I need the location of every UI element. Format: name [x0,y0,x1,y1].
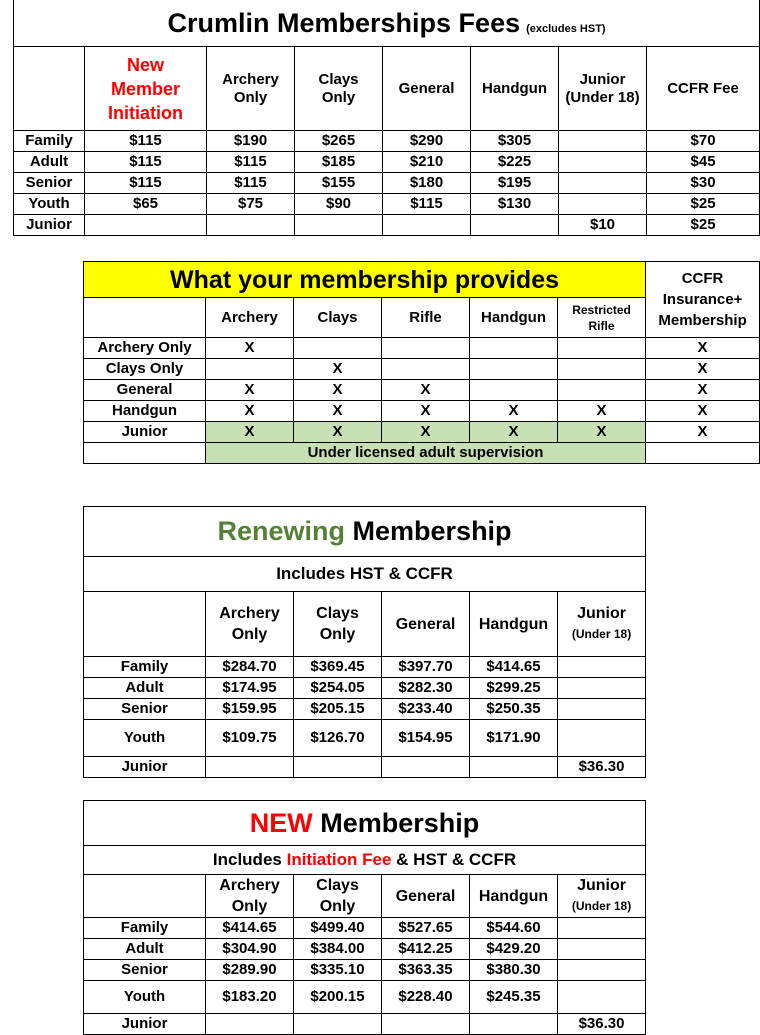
check-cell: X [206,338,294,359]
fees-header-archery-l2: Only [233,88,268,106]
provides-ccfr-l2: Insurance+ [662,291,743,308]
price-cell: $414.65 [206,918,294,939]
new-archery-l1: Archery [219,877,280,894]
fee-cell: $265 [295,131,383,152]
provides-header-rifle: Rifle [382,298,470,338]
fees-row-adult [14,152,760,173]
price-cell: $205.15 [294,699,382,720]
renewing-corner-cell [84,592,206,657]
provides-row-clays-only [84,359,760,380]
fees-header-junior [559,47,647,131]
price-cell [558,678,646,699]
fee-cell: $195 [471,173,559,194]
fee-cell [559,194,647,215]
price-cell: $363.35 [382,960,470,981]
new-clays-l2: Only [319,898,356,915]
new-clays-l1: Clays [316,877,359,894]
price-cell: $282.30 [382,678,470,699]
price-cell: $429.20 [470,939,558,960]
fees-row-junior [14,215,760,236]
check-cell [558,380,646,401]
fees-header-general: General [383,47,471,131]
provides-ccfr-l1: CCFR [681,270,724,287]
new-header-general: General [382,875,470,918]
fees-header-new-member [85,47,207,131]
check-cell: X [646,359,760,380]
membership-fees-table [13,0,760,236]
price-cell: $109.75 [206,720,294,757]
renewing-row-youth [84,720,646,757]
provides-header-ccfr [646,262,760,338]
row-label: Junior [84,757,206,778]
price-cell [558,981,646,1014]
fee-cell: $290 [383,131,471,152]
new-subtitle-part2: Initiation Fee [286,849,392,869]
renewing-archery-l2: Only [231,626,268,643]
price-cell: $304.90 [206,939,294,960]
price-cell: $233.40 [382,699,470,720]
provides-header-restricted [558,298,646,338]
renewing-header-handgun: Handgun [470,592,558,657]
new-corner-cell [84,875,206,918]
price-cell: $245.35 [470,981,558,1014]
price-cell [470,1014,558,1035]
price-cell [294,1014,382,1035]
renewing-row-senior [84,699,646,720]
row-label: Youth [84,720,206,757]
price-cell: $544.60 [470,918,558,939]
price-cell [294,757,382,778]
new-row-adult [84,939,646,960]
price-cell: $384.00 [294,939,382,960]
price-cell: $284.70 [206,657,294,678]
price-cell [206,1014,294,1035]
provides-header-archery: Archery [206,298,294,338]
check-cell: X [646,338,760,359]
price-cell: $154.95 [382,720,470,757]
fee-cell [85,215,207,236]
price-cell [558,939,646,960]
renewing-header-junior [558,592,646,657]
check-cell: X [206,401,294,422]
provides-ccfr-l3: Membership [658,312,747,329]
renewing-clays-l1: Clays [316,605,359,622]
price-cell [558,657,646,678]
new-junior-l2: (Under 18) [571,899,632,913]
provides-row-note [84,443,760,464]
price-cell [382,757,470,778]
fee-cell: $65 [85,194,207,215]
price-cell [382,1014,470,1035]
row-label: Senior [14,173,85,194]
renewing-row-junior [84,757,646,778]
fee-cell: $305 [471,131,559,152]
check-cell [382,359,470,380]
new-archery-l2: Only [231,898,268,915]
renewing-subtitle: Includes HST & CCFR [84,557,646,592]
row-label: Junior [84,1014,206,1035]
membership-provides-table [83,261,760,464]
fee-cell: $75 [207,194,295,215]
provides-row-archery-only [84,338,760,359]
price-cell: $228.40 [382,981,470,1014]
row-label: Adult [14,152,85,173]
provides-row-general [84,380,760,401]
fee-cell: $115 [85,173,207,194]
new-row-senior [84,960,646,981]
fees-header-new-l3: Initiation [108,102,183,123]
fee-cell: $115 [85,131,207,152]
check-cell: X [294,359,382,380]
price-cell: $200.15 [294,981,382,1014]
renewing-title-word1: Renewing [217,516,345,547]
check-cell: X [558,422,646,443]
price-cell: $380.30 [470,960,558,981]
fee-cell: $30 [647,173,760,194]
check-cell: X [470,422,558,443]
new-row-family [84,918,646,939]
check-cell: X [646,422,760,443]
check-cell: X [294,401,382,422]
renewing-header-general: General [382,592,470,657]
fees-title-cell [14,0,760,47]
row-label: Youth [84,981,206,1014]
price-cell [558,699,646,720]
price-cell: $174.95 [206,678,294,699]
row-label: Junior [84,422,206,443]
new-header-junior [558,875,646,918]
provides-header-handgun: Handgun [470,298,558,338]
row-label: General [84,380,206,401]
provides-row-handgun [84,401,760,422]
row-label: Family [84,657,206,678]
fee-cell: $45 [647,152,760,173]
price-cell: $159.95 [206,699,294,720]
new-membership-subtitle [84,846,646,875]
check-cell: X [382,380,470,401]
renewing-clays-l2: Only [319,626,356,643]
fee-cell [559,131,647,152]
provides-corner-cell [84,298,206,338]
price-cell: $527.65 [382,918,470,939]
check-cell [470,338,558,359]
price-cell: $36.30 [558,1014,646,1035]
row-label: Adult [84,939,206,960]
new-membership-table [83,800,646,1035]
row-label: Youth [14,194,85,215]
check-cell [294,338,382,359]
fee-cell: $190 [207,131,295,152]
renewing-membership-table [83,506,646,778]
price-cell [558,720,646,757]
price-cell: $299.25 [470,678,558,699]
fee-cell: $210 [383,152,471,173]
price-cell: $499.40 [294,918,382,939]
price-cell: $397.70 [382,657,470,678]
renewing-row-family [84,657,646,678]
fees-row-senior [14,173,760,194]
new-row-junior [84,1014,646,1035]
renewing-title-word2: Membership [352,516,512,547]
new-title-word2: Membership [320,807,480,838]
row-label: Adult [84,678,206,699]
supervision-note: Under licensed adult supervision [206,443,646,464]
check-cell: X [206,422,294,443]
check-cell: X [470,401,558,422]
row-label: Senior [84,960,206,981]
price-cell [206,757,294,778]
fees-header-handgun: Handgun [471,47,559,131]
check-cell [382,338,470,359]
fee-cell [383,215,471,236]
fee-cell [207,215,295,236]
provides-header-clays: Clays [294,298,382,338]
check-cell [206,359,294,380]
fee-cell: $10 [559,215,647,236]
fee-cell [471,215,559,236]
fee-cell: $130 [471,194,559,215]
new-subtitle-part1: Includes [212,849,282,869]
price-cell: $414.65 [470,657,558,678]
fee-cell: $25 [647,215,760,236]
fees-row-youth [14,194,760,215]
price-cell: $254.05 [294,678,382,699]
price-cell: $183.20 [206,981,294,1014]
check-cell [470,380,558,401]
price-cell [558,918,646,939]
check-cell: X [382,422,470,443]
new-header-archery [206,875,294,918]
new-title-word1: NEW [249,807,313,838]
check-cell [558,338,646,359]
row-label: Family [14,131,85,152]
fees-header-new-l2: Member [110,78,181,99]
new-junior-l1: Junior [577,877,626,894]
check-cell [558,359,646,380]
renewing-title [84,507,646,557]
check-cell: X [294,380,382,401]
fee-cell: $155 [295,173,383,194]
new-row-youth [84,981,646,1014]
fees-header-new-l1: New [126,54,164,75]
price-cell [558,960,646,981]
fees-header-clays [295,47,383,131]
price-cell: $335.10 [294,960,382,981]
fee-cell: $185 [295,152,383,173]
provides-row-junior [84,422,760,443]
row-label: Senior [84,699,206,720]
price-cell: $289.90 [206,960,294,981]
price-cell: $36.30 [558,757,646,778]
provides-restricted-l2: Rifle [588,318,615,333]
price-cell [470,757,558,778]
row-label: Clays Only [84,359,206,380]
check-cell: X [646,380,760,401]
fee-cell [559,173,647,194]
fees-header-clays-l2: Only [321,88,356,106]
fee-cell [559,152,647,173]
fee-cell [295,215,383,236]
check-cell [470,359,558,380]
price-cell: $250.35 [470,699,558,720]
check-cell: X [206,380,294,401]
check-cell: X [646,401,760,422]
fees-title: Crumlin Memberships Fees [167,7,521,38]
price-cell: $412.25 [382,939,470,960]
check-cell: X [294,422,382,443]
row-label: Junior [14,215,85,236]
provides-title: What your membership provides [84,262,646,298]
fee-cell: $180 [383,173,471,194]
price-cell: $171.90 [470,720,558,757]
fees-title-note: (excludes HST) [526,22,606,35]
fees-header-clays-l1: Clays [318,70,359,88]
fees-row-family [14,131,760,152]
renewing-archery-l1: Archery [219,605,280,622]
fee-cell: $225 [471,152,559,173]
check-cell: X [382,401,470,422]
fee-cell: $90 [295,194,383,215]
fees-header-junior-l1: Junior [579,70,626,88]
note-spacer [84,443,206,464]
fee-cell: $25 [647,194,760,215]
price-cell: $369.45 [294,657,382,678]
new-membership-title [84,801,646,846]
renewing-row-adult [84,678,646,699]
fee-cell: $115 [207,152,295,173]
note-spacer [646,443,760,464]
row-label: Family [84,918,206,939]
fees-header-archery-l1: Archery [222,70,279,88]
price-cell: $126.70 [294,720,382,757]
check-cell: X [558,401,646,422]
renewing-header-clays [294,592,382,657]
fee-cell: $115 [85,152,207,173]
fee-cell: $115 [383,194,471,215]
fees-header-junior-l2: (Under 18) [565,88,640,106]
row-label: Handgun [84,401,206,422]
provides-restricted-l1: Restricted [572,302,631,317]
renewing-junior-l1: Junior [577,605,626,622]
renewing-header-archery [206,592,294,657]
new-header-handgun: Handgun [470,875,558,918]
renewing-junior-l2: (Under 18) [571,627,632,641]
row-label: Archery Only [84,338,206,359]
fee-cell: $115 [207,173,295,194]
fees-header-ccfr: CCFR Fee [647,47,760,131]
new-subtitle-part3: & HST & CCFR [396,849,517,869]
new-header-clays [294,875,382,918]
fee-cell: $70 [647,131,760,152]
fees-header-archery [207,47,295,131]
fees-corner-cell [14,47,85,131]
